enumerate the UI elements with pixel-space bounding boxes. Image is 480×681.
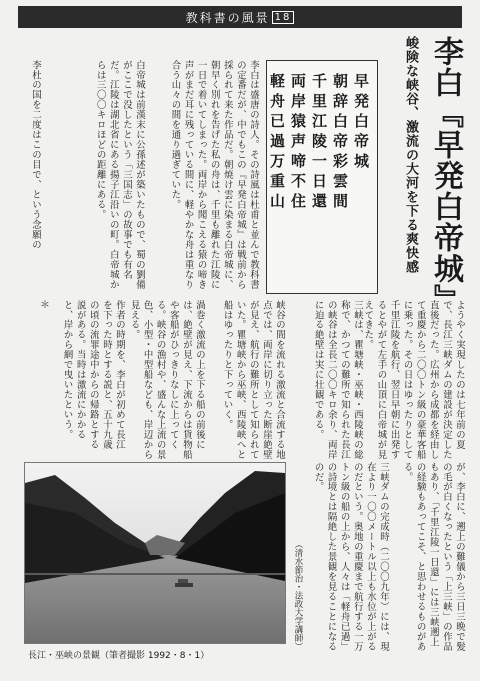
body-text-upper-right: 李白は盛唐の詩人。その詩風は杜甫と並んで教科書の定番だが、中でもこの『早発白帝城』は戦前から採られて来た作品だ。朝焼け雲に染まる白帝城に、朝早く別れを告げた私の舟は、千里も離れた江陵に一日で着いてしまった。両岸から聞こえる猿の啼き声がまだ耳に残っている間に、軽やかな舟は重なり合う山々の間を通り過ぎていた。 (169, 60, 259, 290)
article-title: 李白『早発白帝城』 (428, 36, 463, 315)
footnote-marker: ＊ (40, 300, 50, 311)
series-title: 教科書の風景 (185, 10, 270, 25)
author-credit: （清水節治・法政大学講師） (293, 540, 303, 651)
body-text-upper-middle: 白帝城は前漢末に公孫述が築いたもので、蜀の劉備がここで没したという「三国志」の故事でも有名だ。江陵は湖北省にある揚子江沿いの町。白帝城からは三〇〇キロほどの距離にある。 (94, 60, 145, 290)
body-text-bottom-right: が、李白に、遡上の難儀から三日三晩で髪の毛が白くなったという「上三峡」の作品もあり、「千里江陵一日還」には三峡遡上の経験もあってこそ、と思わせるものがある。 (401, 462, 465, 652)
poem-line-2: 千里江陵一日還 (310, 73, 328, 213)
body-text-upper-left: 李杜の国を二度はこの目で、という念願の (30, 60, 41, 250)
article-title-block (384, 36, 464, 336)
body-text-lower-4: 渦巻く激流の上を下る船の前後には、絶壁が見え、下流からは貨物船や客船がひっきりなしに上ってくる。峡谷の漁村や、盛んな上流の景色、小型・中型船なども、岸辺から見える。 (128, 300, 205, 460)
series-number: 18 (272, 11, 295, 24)
gorge-photo (24, 462, 286, 644)
series-header (18, 6, 462, 28)
body-text-lower-5: 作者の時期を、李白が初めて長江を下った時とする説と、五十九歳の頃の流罪途中からの帰路とする説がある。当時は激流にかかると、岸から網で曳いたという。 (61, 300, 125, 450)
body-text-lower-3: 峡谷の間を流れる激流と合流する地点では、両岸に切り立った断崖絶壁が見え、航行の難所として知られていた。瞿塘峡から巫峡、西陵峡へと船はゆったりと下っていく。 (221, 300, 285, 460)
article-subtitle: 峻険な峡谷、激流の大河を下る爽快感 (403, 36, 418, 274)
poem-title: 早発白帝城 (352, 73, 370, 173)
poem-line-1: 朝辞白帝彩雲間 (331, 73, 349, 213)
body-text-bottom-left: 三峡ダムの完成時（二〇〇九年）には、現在より一〇〇メートル以上も水位が上がるのだという。奥地の重慶まで航行する一万トン級の船の上から、人々は「軽舟已過」の詩境とは隔絶した景観を見ることになるのだ。 (312, 462, 389, 652)
body-text-lower-2: 三峡は、瞿塘峡・巫峡・西陵峡の総称で、かつての難所で知られた長江の峡谷は全長二〇〇キロ余り、両岸に迫る絶壁は実に壮観である。 (312, 300, 363, 460)
poem-box (266, 60, 378, 294)
poem-line-4: 軽舟已過万重山 (268, 73, 286, 213)
gorge-illustration (25, 463, 285, 643)
body-text-lower-1: ようやく実現したのは七年前の夏で、長江三峡ダムの建設が決定した直後だった。広州から成都を経由して重慶から二〇〇トン級の豪華客船に乗った。その日はゆったりとして千里江陵を航行、翌日早朝に出発するとやがて左手の山頂に白帝城が見えてきた。 (362, 300, 465, 460)
photo-caption: 長江・巫峡の景観（筆者撮影 1992・8・1） (28, 651, 210, 661)
poem-line-3: 両岸猿声啼不住 (289, 73, 307, 213)
